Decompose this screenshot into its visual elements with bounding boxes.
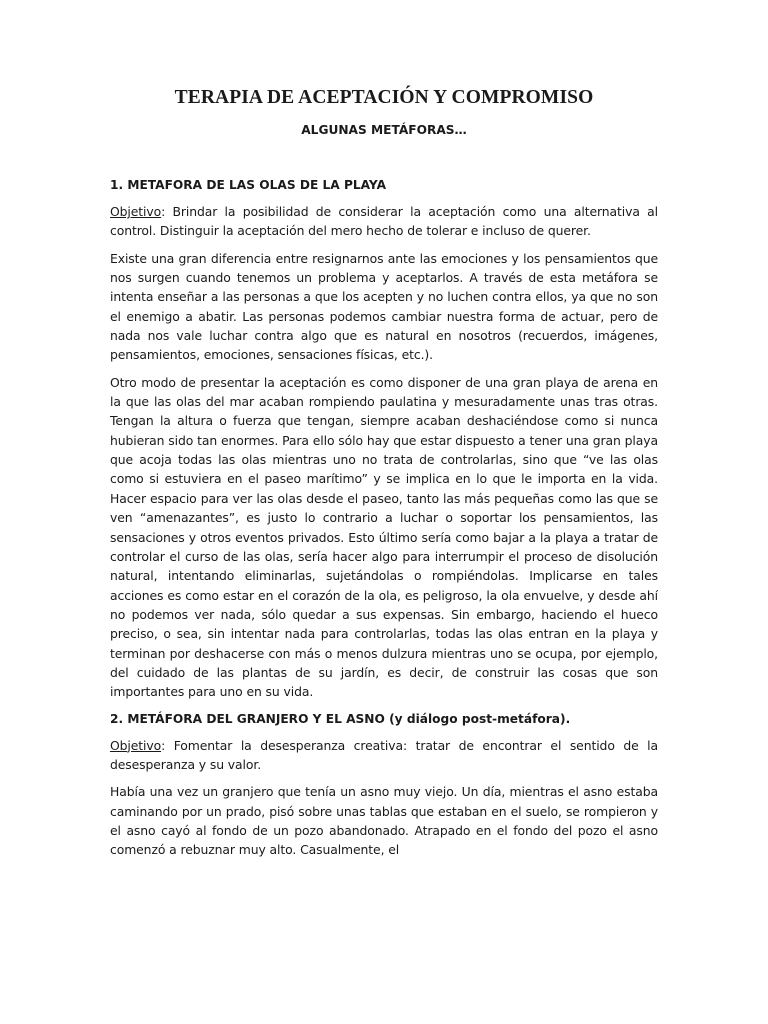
document-subtitle: ALGUNAS METÁFORAS… bbox=[301, 123, 467, 137]
document-title: TERAPIA DE ACEPTACIÓN Y COMPROMISO bbox=[174, 87, 594, 108]
objective-label: Objetivo bbox=[110, 204, 162, 219]
section-heading: 2. METÁFORA DEL GRANJERO Y EL ASNO (y diálogo post-metáfora). bbox=[110, 711, 571, 726]
objective-label: Objetivo bbox=[110, 737, 162, 753]
body-paragraph: Otro modo de presentar la aceptación es como disponer de una gran playa de arena en la que las olas del mar acaban rompiendo paulatina y mesuradamente unas tras otras. Tengan la altura o fuerza que tengan, siempre acaban deshaciéndose como si nunca hubieran sido tan enormes. Para ello sólo hay que estar dispuesto a tener una gran playa que acoja todas las olas mientras uno no trata de controlarlas, sino que “ve las olas como si estuviera en el paseo marítimo” y se implica en lo que le importa en la vida. Hacer espacio para ver las olas desde el paseo, tanto las más pequeñas como las que se ven “amenazantes”, es justo lo contrario a luchar o soportar los pensamientos, las sensaciones y otros eventos privados. Esto último sería como bajar a la playa a tratar de controlar el curso de las olas, sería hacer algo para interrumpir el proceso de disolución natural, intentando eliminarlas, sujetándolas o rompiéndolas. Implicarse en tales acciones es como estar en el corazón de la ola, es peligroso, la ola envuelve, y desde ahí no podemos ver nada, sólo quedar a sus expensas. Sin embargo, haciendo el hueco preciso, o sea, sin intentar nada para controlarlas, todas las olas entran en la playa y terminan por deshacerse con más o menos dulzura mientras uno se ocupa, por ejemplo, del cuidado de las plantas de su jardín, es decir, de construir las cosas que son importantes para uno en su vida. bbox=[110, 374, 658, 700]
objective-paragraph bbox=[110, 202, 658, 241]
objective-text: : Fomentar la desesperanza creativa: tratar de encontrar el sentido de la desesperanza y su valor. bbox=[110, 737, 658, 772]
section-granjero bbox=[110, 710, 658, 860]
objective-paragraph bbox=[110, 736, 658, 775]
objective-text: : Brindar la posibilidad de considerar la aceptación como una alternativa al control. Distinguir la aceptación del mero hecho de tolerar e incluso de querer. bbox=[110, 204, 658, 239]
section-olas bbox=[110, 176, 658, 702]
body-paragraph: Había una vez un granjero que tenía un asno muy viejo. Un día, mientras el asno estaba caminando por un prado, pisó sobre unas tablas que estaban en el suelo, se rompieron y el asno cayó al fondo de un pozo abandonado. Atrapado en el fondo del pozo el asno comenzó a rebuznar muy alto. Casualmente, el bbox=[110, 784, 658, 858]
body-paragraph: Existe una gran diferencia entre resignarnos ante las emociones y los pensamientos que nos surgen cuando tenemos un problema y aceptarlos. A través de esta metáfora se intenta enseñar a las personas a que los acepten y no luchen contra ellos, ya que no son el enemigo a abatir. Las personas podemos cambiar nuestra forma de actuar, pero de nada nos vale luchar contra algo que es natural en nosotros (recuerdos, imágenes, pensamientos, emociones, sensaciones físicas, etc.). bbox=[110, 250, 658, 363]
section-heading: 1. METAFORA DE LAS OLAS DE LA PLAYA bbox=[110, 178, 387, 192]
document-page bbox=[110, 86, 658, 860]
